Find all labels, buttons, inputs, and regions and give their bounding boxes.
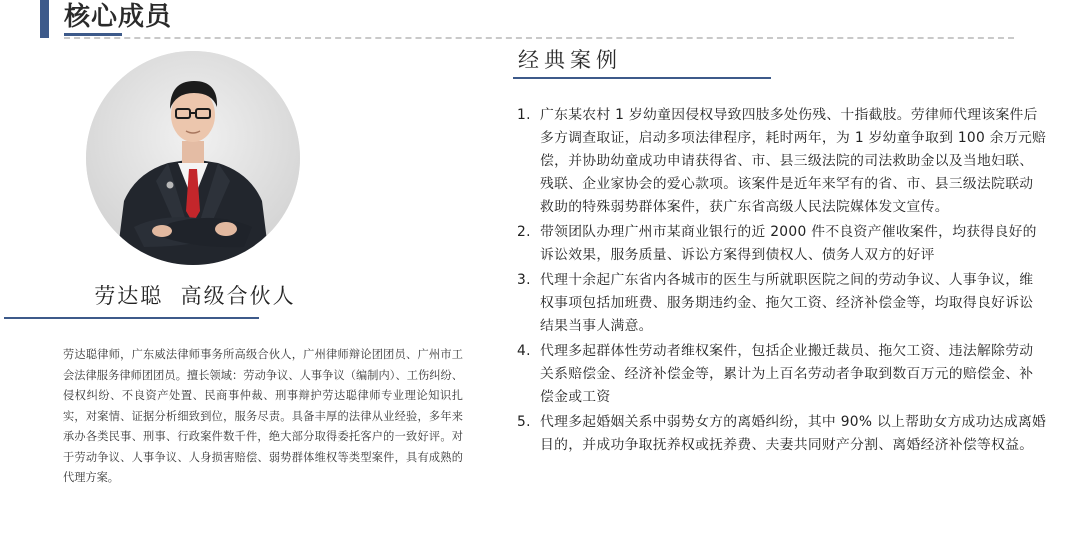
case-number: 2. [517, 224, 531, 240]
cases-list [517, 104, 1047, 457]
case-text: 代理十余起广东省内各城市的医生与所就职医院之间的劳动争议、人事争议，维权事项包括加班费、服务期违约金、拖欠工资、经济补偿金等，均取得良好诉讼结果当事人满意。 [540, 272, 1034, 334]
case-number: 3. [517, 272, 531, 288]
case-item-4 [517, 340, 1047, 409]
portrait-illustration [86, 51, 300, 265]
cases-title: 经典案例 [518, 48, 622, 72]
cases-title-underline [513, 77, 771, 79]
member-name-title: 劳达聪 高级合伙人 [94, 284, 296, 308]
case-text: 代理多起婚姻关系中弱势女方的离婚纠纷，其中 90% 以上帮助女方成功达成离婚目的，并成功争取抚养权或抚养费、夫妻共同财产分割、离婚经济补偿等权益。 [540, 414, 1047, 453]
header-dashed-divider [64, 37, 1014, 39]
case-item-3 [517, 269, 1047, 338]
case-item-1 [517, 104, 1047, 219]
section-title: 核心成员 [64, 2, 173, 32]
section-title-underline [64, 33, 122, 36]
case-number: 5. [517, 414, 531, 430]
case-number: 4. [517, 343, 531, 359]
case-text: 带领团队办理广州市某商业银行的近 2000 件不良资产催收案件，均获得良好的诉讼效果，服务质量、诉讼方案得到债权人、债务人双方的好评 [540, 224, 1037, 263]
case-item-5 [517, 411, 1047, 457]
case-text: 代理多起群体性劳动者维权案件，包括企业搬迁裁员、拖欠工资、违法解除劳动关系赔偿金、经济补偿金等，累计为上百名劳动者争取到数百万元的赔偿金、补偿金或工资 [540, 343, 1034, 405]
case-item-2 [517, 221, 1047, 267]
section-accent-bar [40, 0, 49, 38]
case-text: 广东某农村 1 岁幼童因侵权导致四肢多处伤残、十指截肢。劳律师代理该案件后多方调查取证，启动多项法律程序，耗时两年，为 1 岁幼童争取到 100 余万元赔偿，并协助幼童成功申请获得省、市、县三级法院的司法救助金以及当地妇联、残联、企业家协会的爱心款项。该案件是近年来罕有的省、市、县三级法院联动救助的特殊弱势群体案件，获广东省高级人民法院媒体发文宣传。 [540, 107, 1047, 215]
member-bio: 劳达聪律师，广东威法律师事务所高级合伙人，广州律师辩论团团员、广州市工会法律服务律师团团员。擅长领域：劳动争议、人事争议（编制内）、工伤纠纷、侵权纠纷、不良资产处置、民商事仲裁、刑事辩护劳达聪律师专业理论知识扎实，对案情、证据分析细致到位，服务尽责。具备丰厚的法律从业经验，多年来承办各类民事、刑事、行政案件数千件，绝大部分取得委托客户的一致好评。对于劳动争议、人事争议、人身损害赔偿、弱势群体维权等类型案件，具有成熟的代理方案。 [63, 348, 463, 484]
case-number: 1. [517, 107, 531, 123]
member-portrait [86, 51, 300, 265]
member-name-underline [4, 317, 259, 319]
